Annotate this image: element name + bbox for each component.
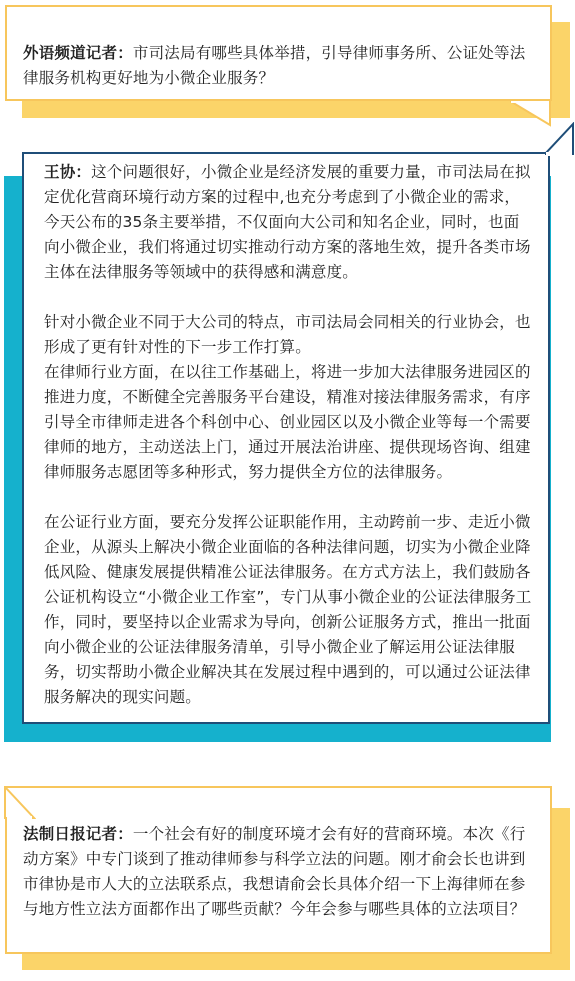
speech-tail bbox=[545, 122, 575, 156]
question-text: 一个社会有好的制度环境才会有好的营商环境。本次《行动方案》中专门谈到了推动律师参与科学立法的问题。刚才俞会长也讲到市律协是市人大的立法联系点，我想请俞会长具体介绍一下上海律师在参与地方性立法方面都作出了哪些贡献？今年会参与哪些具体的立法项目？ bbox=[23, 825, 526, 918]
speaker-label: 王协： bbox=[44, 163, 92, 181]
answer-paragraph-3: 在律师行业方面，在以往工作基础上，将进一步加大法律服务进园区的推进力度，不断健全完善服务平台建设，精准对接法律服务需求，有序引导全市律师走进各个科创中心、创业园区以及小微企业等每一个需要律师的地方，主动送法上门，通过开展法治讲座、提供现场咨询、组建律师服务志愿团等多种形式，努力提供全方位的法律服务。 bbox=[44, 363, 531, 481]
answer-text-1: 这个问题很好，小微企业是经济发展的重要力量，市司法局在拟定优化营商环境行动方案的过程中,也充分考虑到了小微企业的需求，今天公布的35条主要举措，不仅面向大公司和知名企业，同时，也面向小微企业，我们将通过切实推动行动方案的落地生效，提升各类市场主体在法律服务等领域中的获得感和满意度。 bbox=[44, 163, 531, 281]
question-card-foreign-channel bbox=[5, 5, 552, 101]
question-text: 市司法局有哪些具体举措，引导律师事务所、公证处等法律服务机构更好地为小微企业服务？ bbox=[23, 44, 526, 87]
speech-tail bbox=[2, 786, 36, 820]
answer-paragraph-2: 针对小微企业不同于大公司的特点，市司法局会同相关的行业协会，也形成了更有针对性的下一步工作打算。 bbox=[44, 313, 531, 356]
speaker-label: 法制日报记者： bbox=[23, 825, 133, 843]
answer-paragraph-4: 在公证行业方面，要充分发挥公证职能作用，主动跨前一步、走近小微企业，从源头上解决小微企业面临的各种法律问题，切实为小微企业降低风险、健康发展提供精准公证法律服务。在方式方法上，我们鼓励各公证机构设立“小微企业工作室”，专门从事小微企业的公证法律服务工作，同时，要坚持以企业需求为导向，创新公证服务方式，推出一批面向小微企业的公证法律服务清单，引导小微企业了解运用公证法律服务，切实帮助小微企业解决其在发展过程中遇到的，可以通过公证法律服务解决的现实问题。 bbox=[44, 513, 532, 706]
speaker-label: 外语频道记者： bbox=[23, 44, 133, 62]
question-paragraph bbox=[23, 41, 534, 91]
question-card-legal-daily bbox=[5, 786, 552, 954]
question-paragraph bbox=[23, 822, 534, 922]
answer-paragraph-1 bbox=[44, 160, 534, 285]
answer-card-wang-xie bbox=[22, 152, 550, 724]
